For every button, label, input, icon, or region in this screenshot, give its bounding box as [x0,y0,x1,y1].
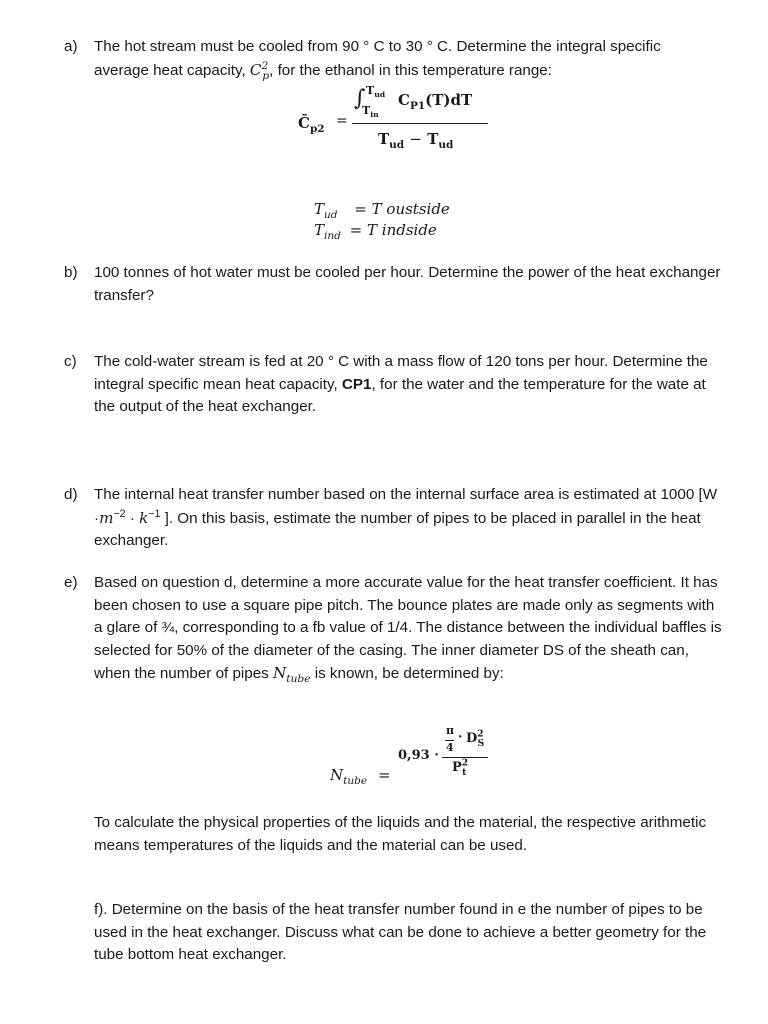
formula2-coefficient: 0,93 · [398,748,439,763]
formula1-denominator: $T_{ud} - T_{ud}$ [378,130,454,151]
question-b-label: b) [64,264,78,281]
formula2-dot: · [458,730,463,745]
definition-tud: $T_{ud} = T$ oustside [314,200,450,221]
integral-sign: ∫ [354,86,366,111]
formula1-lhs: $C̄_{p2}$ [298,114,325,135]
question-c-label: c) [64,353,77,370]
formula1-integrand: $C_{P1}(T)dT$ [398,91,473,112]
question-b [64,262,724,307]
question-a [64,36,724,82]
question-d-label: d) [64,486,78,503]
cp2-symbol: $C^2_p$ [249,58,270,82]
pi-symbol: π [446,724,455,737]
four-digit: 4 [446,741,454,754]
question-a-text: The hot stream must be cooled from 90 ° C to 30 ° C. Determine the integral specific average heat capacity, $C^2_p$, for the ethanol in this temperature range: [94,38,661,82]
formula1-fraction-bar [352,123,488,124]
formula1-equals: = [336,113,348,129]
question-e [64,572,724,686]
question-f: f). Determine on the basis of the heat transfer number found in e the number of pipes to be used in the heat exchanger. Discuss what can be done to achieve a better geometry for the tube bottom heat exchanger. [94,901,707,964]
formula2-lhs: $N_{tube}$ [330,766,368,787]
question-b-text: 100 tonnes of hot water must be cooled per hour. Determine the power of the heat exchanger transfer? [94,264,721,304]
integral-lower-limit: $T_{in}$ [362,104,379,120]
question-d [64,484,724,553]
question-c [64,351,724,419]
question-e-label: e) [64,574,78,591]
formula2-equals: = [378,766,391,784]
cp1-term: CP1 [341,375,372,393]
calculation-note: To calculate the physical properties of the liquids and the material, the respective arithmetic means temperatures of the liquids and the material can be used. [94,814,707,854]
question-e-text: Based on question d, determine a more accurate value for the heat transfer coefficient. It has been chosen to use a square pipe pitch. The bounce plates are made only as segments with a glare of ¾, corresponding to a fb value of 1/4. The distance between the individual baffles is selected for 50% of the diameter of the casing. The inner diameter DS of the sheath can, when the number of pipes $N_{tube}$ is known, be determined by: [94,574,722,686]
pt-squared: $P^2_t$ [452,757,469,778]
integral-upper-limit: $T_{ud}$ [366,84,386,100]
definition-tind: $T_{ind} = T$ indside [314,221,437,242]
question-d-text: The internal heat transfer number based on the internal surface area is estimated at 1000 [$W \cdot m^{-2} \cdot k^{-1}$ ]. On this basis, estimate the number of pipes to be placed in parallel in the heat exchanger. [94,486,718,550]
ds-squared: $D^2_S$ [466,728,485,749]
question-c-text: The cold-water stream is fed at 20 ° C with a mass flow of 120 tons per hour. Determine the integral specific mean heat capacity, CP1, for the water and the temperature for the wate at the output of the heat exchanger. [94,353,708,416]
question-a-label: a) [64,38,78,55]
